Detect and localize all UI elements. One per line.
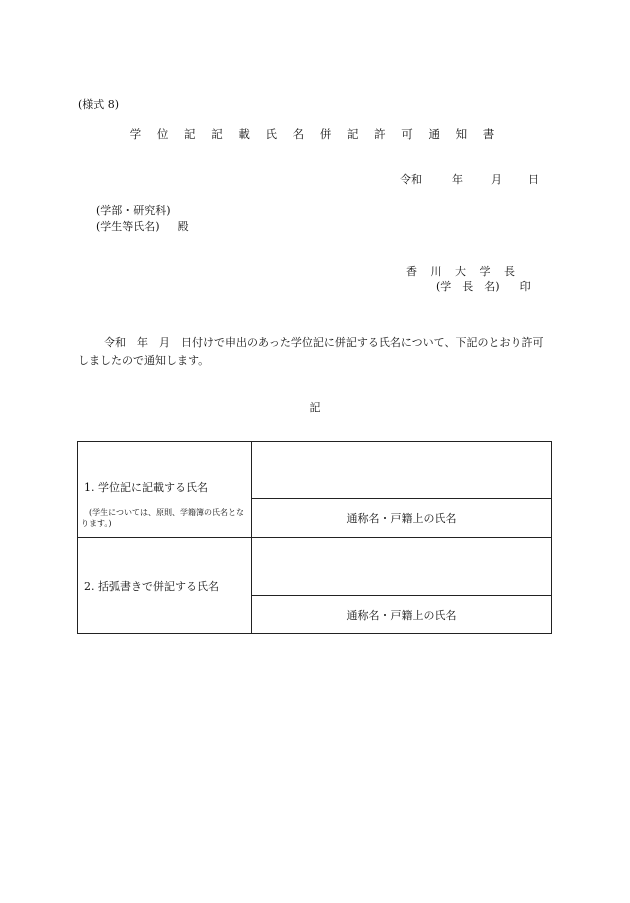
row1-note: (学生については、原則、学籍簿の氏名となります。) [81, 507, 244, 528]
date-line [400, 171, 539, 187]
issuer-president-line [436, 278, 531, 294]
row2-label: 2. 括弧書きで併記する氏名 [84, 579, 219, 593]
recipient-faculty: (学部・研究科) [96, 204, 171, 217]
section-marker: 記 [309, 401, 321, 414]
row1-caption: 通称名・戸籍上の氏名 [252, 499, 552, 538]
row2-name-field[interactable] [252, 538, 552, 596]
date-year-label: 年 [452, 173, 463, 186]
form-number: (様式 8) [78, 98, 120, 111]
row2-caption: 通称名・戸籍上の氏名 [252, 596, 552, 634]
date-month-label: 月 [491, 173, 502, 186]
notice-body: 令和 年 月 日付けで申出のあった学位記に併記する氏名について、下記のとおり許可しましたので通知します。 [78, 336, 544, 367]
date-era: 令和 [400, 173, 422, 186]
recipient-student: (学生等氏名) [96, 220, 160, 233]
document-title: 学 位 記 記 載 氏 名 併 記 許 可 通 知 書 [129, 127, 501, 141]
row2-label-cell [78, 538, 252, 634]
row1-label-cell [78, 442, 252, 538]
name-record-table [77, 441, 552, 634]
recipient-student-line [96, 218, 189, 234]
row1-name-field[interactable] [252, 442, 552, 499]
issuer-president: (学 長 名) [436, 280, 500, 293]
seal-mark: 印 [519, 280, 531, 293]
recipient-honorific: 殿 [177, 220, 189, 233]
date-day-label: 日 [528, 173, 539, 186]
issuer-university: 香 川 大 学 長 [406, 265, 520, 278]
row1-label: 1. 学位記に記載する氏名 [84, 480, 208, 494]
